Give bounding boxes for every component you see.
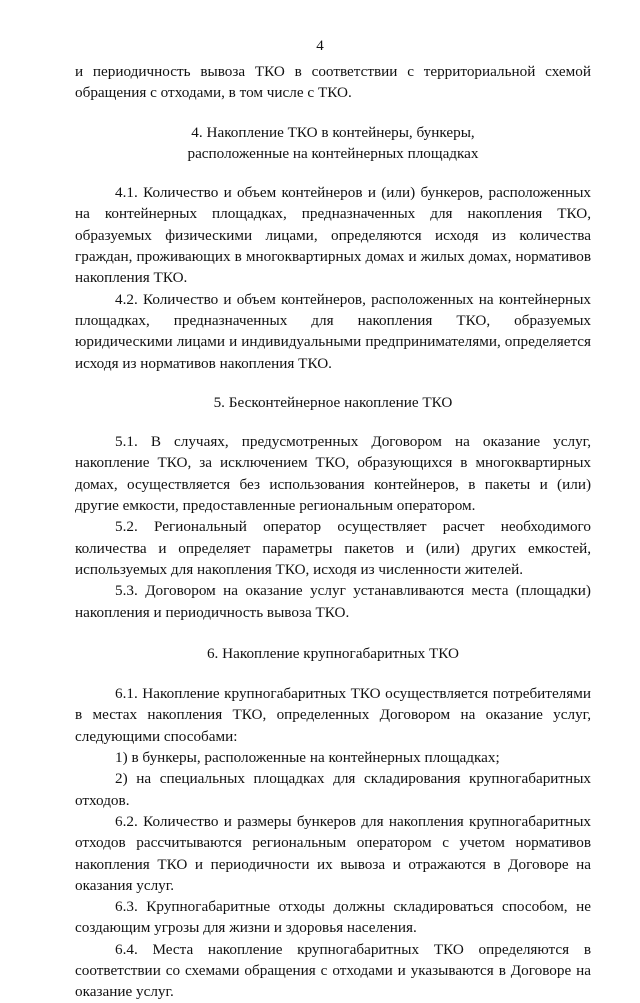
paragraph-5-1: 5.1. В случаях, предусмотренных Договором на оказание услуг, накопление ТКО, за исключением ТКО, образующихся в многоквартирных домах, осуществляется без использования контейнеров, в пакеты и (или) другие емкости, предоставленные региональным оператором. — [75, 433, 591, 515]
paragraph-6-4: 6.4. Места накопление крупногабаритных ТКО определяются в соответствии со схемами обращения с отходами и указываются в Договоре на оказание услуг. — [75, 940, 591, 1001]
section-4-heading — [75, 122, 591, 165]
section-4-title-line1: 4. Накопление ТКО в контейнеры, бункеры, — [191, 123, 475, 141]
intro-paragraph: и периодичность вывоза ТКО в соответствии с территориальной схемой обращения с отходами, в том числе с ТКО. — [75, 63, 591, 102]
section-5-heading: 5. Бесконтейнерное накопление ТКО — [213, 393, 453, 411]
page-number: 4 — [316, 38, 324, 54]
paragraph-6-1-item-1: 1) в бункеры, расположенные на контейнерных площадках; — [115, 749, 500, 767]
paragraph-5-3: 5.3. Договором на оказание услуг устанавливаются места (площадки) накопления и периодичность вывоза ТКО. — [75, 582, 591, 621]
paragraph-6-3: 6.3. Крупногабаритные отходы должны складироваться способом, не создающим угрозы для жизни и здоровья населения. — [75, 898, 591, 937]
paragraph-5-2: 5.2. Региональный оператор осуществляет расчет необходимого количества и определяет параметры пакетов и (или) других емкостей, используемых для накопления ТКО, исходя из численности жителей. — [75, 518, 591, 578]
paragraph-6-1-item-2: 2) на специальных площадках для складирования крупногабаритных отходов. — [75, 770, 591, 809]
paragraph-6-2: 6.2. Количество и размеры бункеров для накопления крупногабаритных отходов рассчитываются региональным оператором с учетом нормативов накопления ТКО и периодичности их вывоза и отражаются в Договоре на оказания услуг. — [75, 812, 591, 894]
section-6-heading: 6. Накопление крупногабаритных ТКО — [206, 644, 460, 662]
section-4-title-line2: расположенные на контейнерных площадках — [187, 144, 479, 162]
paragraph-4-1: 4.1. Количество и объем контейнеров и (или) бункеров, расположенных на контейнерных площадках, предназначенных для накопления ТКО, образуемых физическими лицами, определяются исходя из количества граждан, проживающих в многоквартирных домах и жилых домах, нормативов накопления ТКО. — [75, 184, 591, 287]
document-body — [75, 61, 591, 1003]
paragraph-4-2: 4.2. Количество и объем контейнеров, расположенных на контейнерных площадках, предназначенных для накопления ТКО, образуемых юридическими лицами и индивидуальными предпринимателями, определяется исходя из нормативов накопления ТКО. — [75, 290, 591, 372]
paragraph-6-1: 6.1. Накопление крупногабаритных ТКО осуществляется потребителями в местах накопления ТКО, определенных Договором на оказание услуг, следующими способами: — [75, 685, 591, 745]
